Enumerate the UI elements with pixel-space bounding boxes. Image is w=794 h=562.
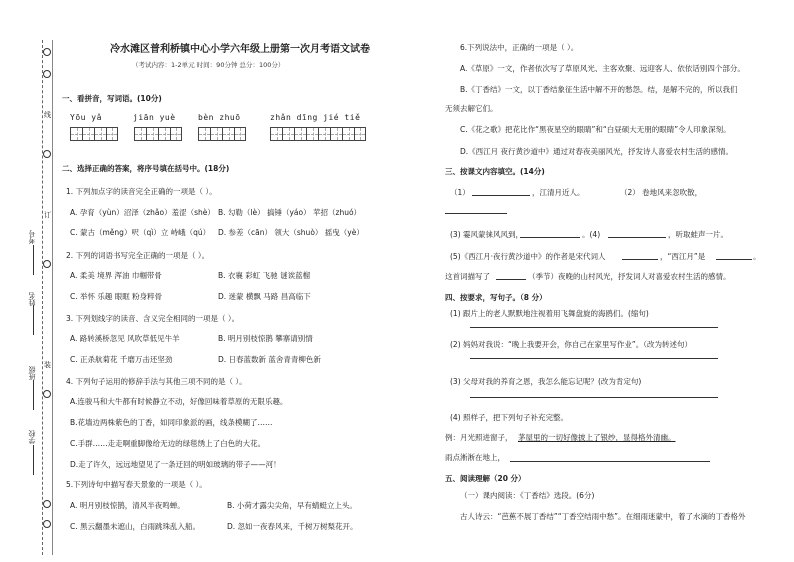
binding-mark-xian: 线: [44, 111, 51, 119]
section1-heading: 一、看拼音，写词语。(10分): [62, 94, 162, 103]
binding-mark-ding: 订: [44, 211, 51, 219]
section4-heading: 四、按要求，写句子。（8 分）: [445, 293, 547, 302]
q4-stem: 4. 下列句子运用的修辞手法与其他三项不同的是（ ）。: [66, 377, 247, 386]
q3-option-b: B. 明月别枝惊鹊 攀寨请别情: [218, 334, 313, 343]
blank-line[interactable]: [608, 237, 666, 238]
s3-line3-a: (3) 霎风蒙徕风风到，: [450, 230, 524, 239]
q1-option-c: C. 蒙古（měng）呎（qì）立 峙峨（qú）: [70, 228, 211, 237]
s5-part1: （一）课内阅读：《丁香结》选段。(6分): [460, 491, 595, 500]
q6-option-b-line1: B.《丁香结》一文，以丁香结象征生活中解不开的愁怨。结，是解不完的，所以我们: [460, 85, 738, 94]
s4-example-b: 茅屋里的一切好像披上了银纱，显得格外清幽。: [518, 433, 676, 442]
q2-option-d: D. 迷蒙 横飘 马路 昌高临下: [218, 292, 311, 301]
q4-option-c: C.手群……走走啊重脚像给无边的绿毯绣上了白色的大花。: [70, 439, 266, 448]
q6-option-b-line2: 无须去解它们。: [445, 104, 498, 113]
blank-line[interactable]: [622, 259, 658, 260]
binding-hole: [43, 520, 51, 528]
s4-example-a: 例：月光照进窗子，: [445, 433, 513, 442]
answer-line[interactable]: [470, 358, 718, 359]
answer-grid-2[interactable]: [134, 127, 182, 141]
s3-line6-a: 这首词描写了: [445, 272, 490, 281]
pinyin-1: Yōu yǎ: [70, 113, 102, 122]
q2-stem: 2. 下列的词语书写完全正确的一项是（ ）。: [66, 251, 210, 260]
school-blank[interactable]: [33, 445, 34, 475]
s3-line6-b: （季节）夜晚的山村风光，抒发词人对喜爱农村生活的感情。: [528, 272, 731, 281]
blank-line[interactable]: [716, 259, 752, 260]
exam-title: 冷水滩区普利桥镇中心小学六年级上册第一次月考语文试卷: [110, 44, 370, 55]
binding-dashed-line: [42, 40, 43, 555]
s4-q4: (4) 照样子，把下列句子补充完整。: [450, 413, 569, 422]
q5-option-a: A. 明月别枝惊鹊，清风半夜鸣蝉。: [70, 501, 185, 510]
class-label: 班级: [28, 366, 36, 380]
section2-heading: 二、选择正确的答案，将序号填在括号中。(18分): [62, 164, 230, 173]
binding-hole: [43, 500, 51, 508]
q6-stem: 6.下列说法中，正确的一项是（ ）。: [460, 43, 579, 52]
s3-line1-a: （1）: [450, 188, 470, 197]
binding-hole: [43, 48, 51, 56]
s3-line1-c: （2） 卷地风来忽吹散，: [620, 188, 703, 197]
blank-line[interactable]: [445, 213, 507, 214]
q3-stem: 3. 下列划线字的读音、含义完全相同的一项是（ ）。: [66, 314, 240, 323]
q3-option-a: A. 路转溪桥忽见 风吹草低见牛羊: [70, 334, 180, 343]
q6-option-a: A.《草原》一文，作者依次写了草原风光、主客欢聚、远迎客人、依依话别四个部分。: [460, 64, 745, 73]
s5-text: 古人诗云：“芭蕉不展丁香结”“丁香空结雨中愁”。在细雨迷蒙中，着了水滴的丁香格外: [460, 512, 746, 521]
q5-option-c: C. 黑云翻墨未遮山，白雨跳珠乱入船。: [70, 522, 201, 531]
binding-hole: [43, 70, 51, 78]
s3-line5-a: (5)《西江月·夜行黄沙道中》的作者是宋代词人: [450, 252, 606, 261]
s3-line5-c: 。: [753, 252, 761, 261]
s3-line3-c: ，听取蛙声一片。: [668, 230, 728, 239]
answer-line[interactable]: [470, 327, 718, 328]
binding-hole: [43, 150, 51, 158]
blank-line[interactable]: [496, 279, 526, 280]
number-blank[interactable]: [33, 245, 34, 275]
s4-q3: (3) 父母对我的养育之恩，我怎么能忘记呢？(改为肯定句): [450, 377, 642, 386]
binding-solid-line: [52, 40, 53, 555]
section5-heading: 五、阅读理解（20 分）: [445, 474, 526, 483]
q2-option-a: A. 柔美 境界 浑油 巾帼带骨: [70, 271, 162, 280]
answer-grid-4[interactable]: [270, 127, 366, 141]
binding-hole: [43, 390, 51, 398]
blank-line[interactable]: [472, 195, 530, 196]
binding-mark-zhuang: 装: [44, 361, 51, 369]
q2-option-b: B. 衣襄 彩虹 飞驰 谜诶蓝榴: [218, 271, 311, 280]
pinyin-3: bèn zhuō: [198, 113, 241, 122]
name-label: 姓名: [28, 292, 36, 306]
school-label: 学校: [28, 430, 36, 444]
q4-option-b: B.花墙边两株紫色的丁香，如同印象派的画，线条模糊了……: [70, 418, 273, 427]
s4-fill-a: 雨点淅淅在地上，: [445, 453, 505, 462]
name-blank[interactable]: [33, 305, 34, 335]
class-blank[interactable]: [33, 380, 34, 410]
q3-option-d: D. 日春蓝数新 蓝舍青青柳色新: [218, 355, 321, 364]
q1-stem: 1. 下列加点字的读音完全正确的一项是（ ）。: [66, 187, 217, 196]
q4-option-d: D.走了许久，远远地望见了一条迂回的明如玻璃的带子——河！: [70, 460, 281, 469]
number-label: 考号: [28, 230, 36, 244]
s4-q2: (2) 妈妈对我说：“晚上我要开会，你自己在家里写作业”。（改为转述句）: [450, 340, 693, 349]
q5-option-d: D. 忽如一夜春风来，千树万树梨花开。: [227, 522, 358, 531]
s3-line5-b: ，“西江月”是: [660, 252, 706, 261]
exam-subtitle: （考试内容：1-2单元 时间：90分钟 总分：100分）: [132, 61, 285, 69]
answer-grid-1[interactable]: [70, 127, 118, 141]
answer-line[interactable]: [510, 461, 710, 462]
section3-heading: 三、按课文内容填空。(14分): [445, 167, 545, 176]
q5-option-b: B. 小荷才露尖尖角，早有蜻蜓立上头。: [227, 501, 357, 510]
q6-option-c: C.《花之歌》把花比作“黑夜星空的眼睛”和“白昼硕大无朋的眼睛”令人印象深刻。: [460, 125, 731, 134]
q5-stem: 5.下列诗句中描写春天景象的一项是（ ）。: [66, 480, 207, 489]
q4-option-a: A.连骏马和大牛都有时候静立不动，好像回味着草原的无限乐趣。: [70, 397, 288, 406]
answer-grid-3[interactable]: [198, 127, 246, 141]
q3-option-c: C. 正杀航菊花 千磨万击还坚劲: [70, 355, 173, 364]
pinyin-4: zhǎn dīng jié tiě: [270, 113, 361, 122]
answer-line[interactable]: [470, 397, 718, 398]
binding-hole: [43, 260, 51, 268]
q6-option-d: D.《西江月 夜行黄沙道中》通过对春夜美丽风光，抒发诗人喜爱农村生活的感情。: [460, 147, 734, 156]
q1-option-d: D. 参差（cān） 领大（shuò） 摇曳（yè）: [218, 228, 364, 237]
q2-option-c: C. 举怀 乐趣 眼眶 粉身粹骨: [70, 292, 163, 301]
s3-line1-b: ，江清月近人。: [532, 188, 585, 197]
s3-line3-b: 。(4): [582, 230, 601, 239]
pinyin-2: jiān yuè: [133, 113, 176, 122]
q1-option-b: B. 勾勒（lè） 搞锤（yáo） 苹招（zhuó）: [218, 208, 362, 217]
s4-q1: (1) 跟片上的老人默默地注视着用飞舞盘旋的海鸥们。(缩句): [450, 309, 649, 318]
q1-option-a: A. 孕育（yùn）沼泽（zhǎo）羞涩（shè）: [70, 208, 215, 217]
blank-line[interactable]: [520, 237, 580, 238]
